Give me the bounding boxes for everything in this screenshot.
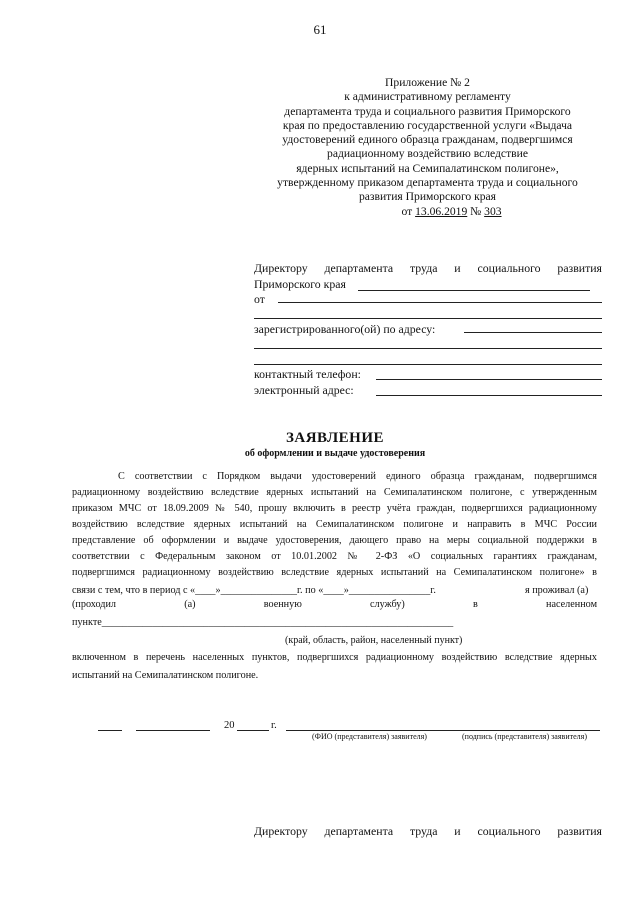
phone-field-line[interactable] (376, 379, 602, 380)
body-line: представление об оформлении и выдаче удостоверения, дающего право на меры социальной поддержки в (72, 535, 597, 546)
page-number: 61 (313, 22, 327, 37)
annex-line: ядерных испытаний на Семипалатинском полигоне», (296, 161, 559, 175)
year-field-line[interactable] (237, 730, 269, 731)
signature-field-line[interactable] (286, 730, 600, 731)
phone-label: контактный телефон: (254, 367, 361, 381)
body-line: включенном в перечень населенных пунктов, подвергшихся радиационному воздействию вследствие ядерных (72, 652, 597, 663)
registered-label: зарегистрированного(ой) по адресу: (254, 322, 436, 336)
year-prefix: 20 (224, 720, 235, 731)
annex-line: к административному регламенту (344, 90, 511, 104)
addressee-line1 (254, 261, 602, 276)
address-field-line-3[interactable] (254, 364, 602, 365)
annex-line: края по предоставлению государственной услуги «Выдача (282, 118, 573, 132)
annex-number: 303 (484, 204, 502, 218)
footer-addressee-text: Директору департамента труда и социального развития (254, 824, 602, 838)
settlement-line: пункте_____________________________________________________________________ (72, 617, 454, 628)
body-line: приказом МЧС от 18.09.2009 № 540, прошу включить в реестр учёта граждан, подвергшихся радиационному (72, 503, 597, 514)
annex-line: департамента труда и социального развития Приморского (284, 104, 571, 118)
body-line: С соответствии с Порядком выдачи удостоверений единого образца гражданам, подвергшимся (118, 471, 597, 482)
sign-caption: (подпись (представителя) заявителя) (462, 732, 587, 741)
footer-addressee-line1 (254, 824, 602, 839)
addressee-line2: Приморского края (254, 277, 346, 291)
period-line (72, 583, 436, 599)
body-line: соответствии с Федеральным законом от 10.01.2002 № 2-ФЗ «О социальных гарантиях гражданам, (72, 551, 597, 562)
body-line-last: испытаний на Семипалатинском полигоне. (72, 670, 259, 681)
fio-caption: (ФИО (представителя) заявителя) (312, 732, 427, 741)
body-line: радиационному воздействию вследствие ядерных испытаний на Семипалатинском полигоне, с утвержденным (72, 487, 597, 498)
annex-line: радиационному воздействию вследствие (327, 147, 528, 161)
body-line: воздействию вследствие ядерных испытаний на Семипалатинском полигоне и направить в МЧС России (72, 519, 597, 530)
period-text: связи с тем, что в период с «____»_______________г. по «____»________________г. (72, 585, 436, 596)
annex-header (250, 76, 605, 219)
addressee-text: Директору департамента труда и социального развития (254, 261, 602, 275)
period-line-end: я проживал (а) (525, 585, 589, 596)
email-label: электронный адрес: (254, 383, 354, 397)
address-field-line-2[interactable] (254, 348, 602, 349)
annex-number-sign: № (470, 204, 482, 218)
address-field-line[interactable] (464, 332, 602, 333)
from-field-line[interactable] (278, 302, 602, 303)
annex-line: Приложение № 2 (385, 76, 470, 89)
annex-date: 13.06.2019 (415, 204, 468, 218)
annex-line: утвержденному приказом департамента труда и социального (277, 176, 578, 190)
document-subtitle: об оформлении и выдаче удостоверения (244, 448, 426, 459)
annex-line: удостоверений единого образца гражданам, подвергшимся (282, 133, 573, 147)
from-field-line-2[interactable] (254, 318, 602, 319)
document-title: ЗАЯВЛЕНИЕ (285, 430, 385, 446)
month-field-line[interactable] (136, 730, 210, 731)
region-field-line[interactable] (358, 290, 590, 291)
settlement-caption: (край, область, район, населенный пункт) (285, 635, 463, 646)
email-field-line[interactable] (376, 395, 602, 396)
annex-date-prefix: от (401, 204, 413, 218)
day-field-line[interactable] (98, 730, 122, 731)
body-line: подвергшимся радиационному воздействию вследствие ядерных испытаний на Семипалатинском полигоне» в (72, 567, 597, 578)
annex-line: развития Приморского края (358, 190, 497, 204)
annex-date-line (250, 205, 605, 219)
year-suffix: г. (271, 720, 277, 731)
service-line: (проходил (а) военную службу) в населенном (72, 599, 597, 610)
from-label: от (254, 292, 265, 306)
